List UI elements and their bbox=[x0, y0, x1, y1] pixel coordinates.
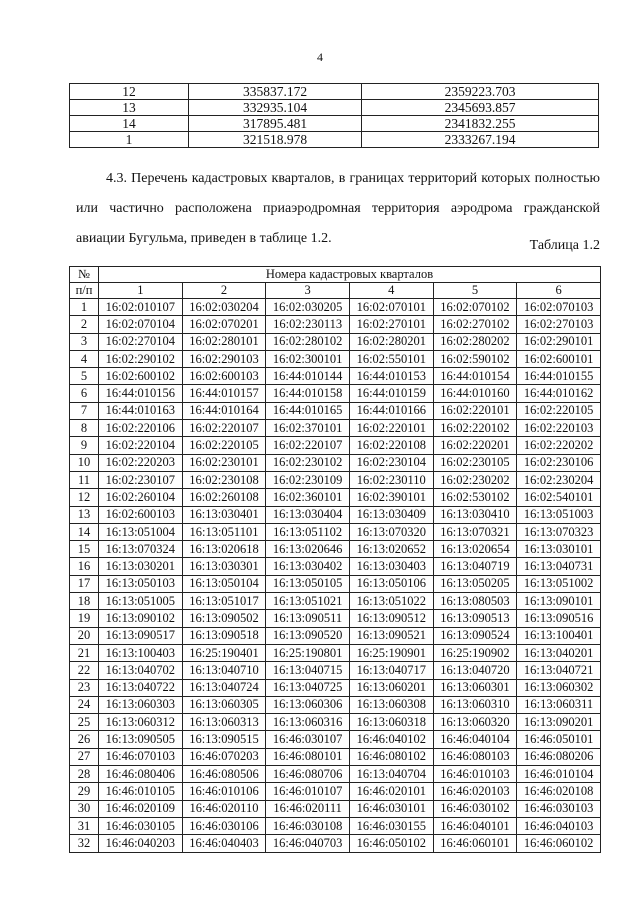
cadastral-number: 16:02:370101 bbox=[266, 420, 350, 437]
row-number: 7 bbox=[70, 402, 99, 419]
cadastral-number: 16:44:010155 bbox=[517, 368, 601, 385]
cadastral-number: 16:46:030155 bbox=[349, 817, 433, 834]
cadastral-number: 16:46:020108 bbox=[517, 783, 601, 800]
cadastral-number: 16:46:010106 bbox=[182, 783, 266, 800]
cadastral-number: 16:13:090102 bbox=[99, 610, 183, 627]
row-number: 28 bbox=[70, 766, 99, 783]
table-cell: 332935.104 bbox=[189, 100, 362, 116]
table-row bbox=[70, 437, 601, 454]
cadastral-number: 16:13:060306 bbox=[266, 696, 350, 713]
table-cell: 2359223.703 bbox=[362, 84, 599, 100]
cadastral-number: 16:46:040101 bbox=[433, 817, 517, 834]
row-number: 8 bbox=[70, 420, 99, 437]
cadastral-number: 16:46:030101 bbox=[349, 800, 433, 817]
cadastral-number: 16:02:010107 bbox=[99, 299, 183, 316]
row-number: 24 bbox=[70, 696, 99, 713]
cadastral-number: 16:25:190901 bbox=[349, 644, 433, 661]
table-row bbox=[70, 132, 599, 148]
cadastral-number: 16:13:040704 bbox=[349, 766, 433, 783]
cadastral-number: 16:46:060102 bbox=[517, 835, 601, 852]
table-row bbox=[70, 748, 601, 765]
table-row bbox=[70, 835, 601, 852]
table-header-row bbox=[70, 267, 601, 283]
cadastral-number: 16:46:040103 bbox=[517, 817, 601, 834]
table-row bbox=[70, 506, 601, 523]
cadastral-number: 16:13:040724 bbox=[182, 679, 266, 696]
cadastral-number: 16:13:090518 bbox=[182, 627, 266, 644]
cadastral-number: 16:02:230110 bbox=[349, 471, 433, 488]
table-row bbox=[70, 541, 601, 558]
cadastral-number: 16:13:060312 bbox=[99, 714, 183, 731]
cadastral-number: 16:13:051021 bbox=[266, 593, 350, 610]
cadastral-number: 16:13:050104 bbox=[182, 575, 266, 592]
cadastral-number: 16:02:220106 bbox=[99, 420, 183, 437]
cadastral-number: 16:13:040725 bbox=[266, 679, 350, 696]
cadastral-number: 16:13:070324 bbox=[99, 541, 183, 558]
cadastral-number: 16:13:070323 bbox=[517, 523, 601, 540]
cadastral-number: 16:44:010165 bbox=[266, 402, 350, 419]
table-row bbox=[70, 696, 601, 713]
table-cell: 2345693.857 bbox=[362, 100, 599, 116]
cadastral-number: 16:02:230102 bbox=[266, 454, 350, 471]
row-number: 32 bbox=[70, 835, 99, 852]
cadastral-number: 16:46:020101 bbox=[349, 783, 433, 800]
cadastral-number: 16:13:051017 bbox=[182, 593, 266, 610]
cadastral-number: 16:02:600103 bbox=[99, 506, 183, 523]
cadastral-number: 16:02:230108 bbox=[182, 471, 266, 488]
table-row bbox=[70, 662, 601, 679]
group-header: Номера кадастровых кварталов bbox=[99, 267, 601, 283]
cadastral-number: 16:13:051002 bbox=[517, 575, 601, 592]
cadastral-number: 16:44:010154 bbox=[433, 368, 517, 385]
cadastral-number: 16:13:090516 bbox=[517, 610, 601, 627]
table-row bbox=[70, 402, 601, 419]
table-row bbox=[70, 471, 601, 488]
cadastral-number: 16:13:060320 bbox=[433, 714, 517, 731]
cadastral-number: 16:46:040203 bbox=[99, 835, 183, 852]
cadastral-number: 16:13:030201 bbox=[99, 558, 183, 575]
cadastral-number: 16:02:270101 bbox=[349, 316, 433, 333]
table-row bbox=[70, 679, 601, 696]
row-number: 12 bbox=[70, 489, 99, 506]
row-number: 13 bbox=[70, 506, 99, 523]
cadastral-number: 16:02:220201 bbox=[433, 437, 517, 454]
cadastral-number: 16:02:220102 bbox=[433, 420, 517, 437]
cadastral-number: 16:02:540101 bbox=[517, 489, 601, 506]
cadastral-number: 16:13:090521 bbox=[349, 627, 433, 644]
cadastral-number: 16:13:090520 bbox=[266, 627, 350, 644]
cadastral-number: 16:02:230107 bbox=[99, 471, 183, 488]
cadastral-number: 16:02:230109 bbox=[266, 471, 350, 488]
cadastral-number: 16:44:010144 bbox=[266, 368, 350, 385]
cadastral-number: 16:13:030402 bbox=[266, 558, 350, 575]
cadastral-table bbox=[69, 266, 601, 853]
cadastral-number: 16:13:030404 bbox=[266, 506, 350, 523]
cadastral-number: 16:13:090511 bbox=[266, 610, 350, 627]
row-number: 6 bbox=[70, 385, 99, 402]
cadastral-number: 16:46:010105 bbox=[99, 783, 183, 800]
cadastral-number: 16:13:060301 bbox=[433, 679, 517, 696]
cadastral-number: 16:02:230106 bbox=[517, 454, 601, 471]
num-header-bottom: п/п bbox=[70, 283, 99, 299]
cadastral-number: 16:13:030301 bbox=[182, 558, 266, 575]
cadastral-number: 16:13:050105 bbox=[266, 575, 350, 592]
cadastral-number: 16:02:220101 bbox=[433, 402, 517, 419]
cadastral-number: 16:02:030204 bbox=[182, 299, 266, 316]
row-number: 15 bbox=[70, 541, 99, 558]
cadastral-number: 16:46:020111 bbox=[266, 800, 350, 817]
column-number: 5 bbox=[433, 283, 517, 299]
cadastral-number: 16:13:040717 bbox=[349, 662, 433, 679]
cadastral-number: 16:02:070103 bbox=[517, 299, 601, 316]
table-cell: 317895.481 bbox=[189, 116, 362, 132]
table-cell: 12 bbox=[70, 84, 189, 100]
table-row bbox=[70, 731, 601, 748]
cadastral-number: 16:46:010107 bbox=[266, 783, 350, 800]
column-number: 2 bbox=[182, 283, 266, 299]
cadastral-number: 16:02:230202 bbox=[433, 471, 517, 488]
row-number: 5 bbox=[70, 368, 99, 385]
cadastral-number: 16:13:051102 bbox=[266, 523, 350, 540]
cadastral-number: 16:46:080101 bbox=[266, 748, 350, 765]
table-row bbox=[70, 333, 601, 350]
table-row bbox=[70, 116, 599, 132]
cadastral-number: 16:44:010162 bbox=[517, 385, 601, 402]
table-row bbox=[70, 316, 601, 333]
cadastral-number: 16:25:190801 bbox=[266, 644, 350, 661]
cadastral-number: 16:13:090513 bbox=[433, 610, 517, 627]
cadastral-number: 16:13:050106 bbox=[349, 575, 433, 592]
cadastral-number: 16:02:220108 bbox=[349, 437, 433, 454]
row-number: 17 bbox=[70, 575, 99, 592]
cadastral-number: 16:46:080706 bbox=[266, 766, 350, 783]
cadastral-number: 16:13:090515 bbox=[182, 731, 266, 748]
cadastral-number: 16:46:010104 bbox=[517, 766, 601, 783]
cadastral-number: 16:46:060101 bbox=[433, 835, 517, 852]
cadastral-number: 16:46:030103 bbox=[517, 800, 601, 817]
paragraph-text: 4.3. Перечень кадастровых кварталов, в границах территорий которых полностью или частично расположена приаэродромная территория аэродрома гражданской авиации Бугульма, приведен в таблице 1.2. bbox=[76, 171, 600, 246]
cadastral-number: 16:44:010158 bbox=[266, 385, 350, 402]
num-header-top: № bbox=[70, 267, 99, 283]
cadastral-number: 16:25:190902 bbox=[433, 644, 517, 661]
column-number: 3 bbox=[266, 283, 350, 299]
cadastral-number: 16:02:270102 bbox=[433, 316, 517, 333]
cadastral-number: 16:02:390101 bbox=[349, 489, 433, 506]
cadastral-number: 16:02:230101 bbox=[182, 454, 266, 471]
column-number: 1 bbox=[99, 283, 183, 299]
row-number: 27 bbox=[70, 748, 99, 765]
cadastral-number: 16:44:010166 bbox=[349, 402, 433, 419]
cadastral-number: 16:13:090101 bbox=[517, 593, 601, 610]
cadastral-number: 16:02:300101 bbox=[266, 350, 350, 367]
cadastral-number: 16:13:020618 bbox=[182, 541, 266, 558]
cadastral-number: 16:02:530102 bbox=[433, 489, 517, 506]
cadastral-number: 16:13:060201 bbox=[349, 679, 433, 696]
table-row bbox=[70, 800, 601, 817]
cadastral-number: 16:02:360101 bbox=[266, 489, 350, 506]
table-row bbox=[70, 766, 601, 783]
cadastral-number: 16:13:051005 bbox=[99, 593, 183, 610]
cadastral-number: 16:02:260108 bbox=[182, 489, 266, 506]
row-number: 4 bbox=[70, 350, 99, 367]
cadastral-number: 16:02:070101 bbox=[349, 299, 433, 316]
cadastral-number: 16:02:220105 bbox=[517, 402, 601, 419]
cadastral-number: 16:02:230204 bbox=[517, 471, 601, 488]
cadastral-number: 16:13:050205 bbox=[433, 575, 517, 592]
cadastral-number: 16:02:270103 bbox=[517, 316, 601, 333]
cadastral-number: 16:02:280201 bbox=[349, 333, 433, 350]
row-number: 19 bbox=[70, 610, 99, 627]
cadastral-number: 16:46:020103 bbox=[433, 783, 517, 800]
row-number: 29 bbox=[70, 783, 99, 800]
cadastral-number: 16:13:051004 bbox=[99, 523, 183, 540]
table-row bbox=[70, 454, 601, 471]
coordinates-table bbox=[69, 83, 599, 148]
cadastral-number: 16:46:050101 bbox=[517, 731, 601, 748]
cadastral-number: 16:02:600101 bbox=[517, 350, 601, 367]
cadastral-number: 16:13:060310 bbox=[433, 696, 517, 713]
cadastral-number: 16:02:600103 bbox=[182, 368, 266, 385]
table-caption: Таблица 1.2 bbox=[529, 238, 600, 253]
table-row bbox=[70, 84, 599, 100]
row-number: 22 bbox=[70, 662, 99, 679]
row-number: 23 bbox=[70, 679, 99, 696]
row-number: 16 bbox=[70, 558, 99, 575]
cadastral-number: 16:13:051101 bbox=[182, 523, 266, 540]
cadastral-number: 16:02:220103 bbox=[517, 420, 601, 437]
cadastral-number: 16:13:090517 bbox=[99, 627, 183, 644]
cadastral-number: 16:46:020109 bbox=[99, 800, 183, 817]
cadastral-number: 16:02:290103 bbox=[182, 350, 266, 367]
cadastral-number: 16:13:040715 bbox=[266, 662, 350, 679]
cadastral-number: 16:13:020652 bbox=[349, 541, 433, 558]
cadastral-number: 16:13:030401 bbox=[182, 506, 266, 523]
cadastral-number: 16:02:220101 bbox=[349, 420, 433, 437]
cadastral-number: 16:02:280101 bbox=[182, 333, 266, 350]
cadastral-number: 16:13:090512 bbox=[349, 610, 433, 627]
cadastral-number: 16:13:040721 bbox=[517, 662, 601, 679]
cadastral-number: 16:13:060316 bbox=[266, 714, 350, 731]
table-row bbox=[70, 420, 601, 437]
cadastral-number: 16:46:070203 bbox=[182, 748, 266, 765]
cadastral-number: 16:13:080503 bbox=[433, 593, 517, 610]
table-row bbox=[70, 610, 601, 627]
cadastral-number: 16:02:550101 bbox=[349, 350, 433, 367]
table-row bbox=[70, 575, 601, 592]
cadastral-number: 16:44:010157 bbox=[182, 385, 266, 402]
table-row bbox=[70, 100, 599, 116]
cadastral-number: 16:13:051022 bbox=[349, 593, 433, 610]
cadastral-number: 16:13:090201 bbox=[517, 714, 601, 731]
cadastral-number: 16:02:290102 bbox=[99, 350, 183, 367]
row-number: 14 bbox=[70, 523, 99, 540]
cadastral-number: 16:46:020110 bbox=[182, 800, 266, 817]
cadastral-number: 16:13:060308 bbox=[349, 696, 433, 713]
table-row bbox=[70, 817, 601, 834]
cadastral-number: 16:02:220105 bbox=[182, 437, 266, 454]
cadastral-number: 16:02:070201 bbox=[182, 316, 266, 333]
cadastral-number: 16:13:060318 bbox=[349, 714, 433, 731]
table-row bbox=[70, 350, 601, 367]
cadastral-number: 16:13:051003 bbox=[517, 506, 601, 523]
table-cell: 2333267.194 bbox=[362, 132, 599, 148]
table-row bbox=[70, 627, 601, 644]
cadastral-number: 16:46:030107 bbox=[266, 731, 350, 748]
cadastral-number: 16:44:010163 bbox=[99, 402, 183, 419]
table-row bbox=[70, 489, 601, 506]
section-paragraph bbox=[76, 164, 600, 254]
cadastral-number: 16:13:060313 bbox=[182, 714, 266, 731]
cadastral-number: 16:02:220107 bbox=[182, 420, 266, 437]
cadastral-number: 16:02:220202 bbox=[517, 437, 601, 454]
table-row bbox=[70, 299, 601, 316]
cadastral-number: 16:13:070321 bbox=[433, 523, 517, 540]
table-cell: 335837.172 bbox=[189, 84, 362, 100]
table-row bbox=[70, 558, 601, 575]
cadastral-number: 16:46:040104 bbox=[433, 731, 517, 748]
row-number: 31 bbox=[70, 817, 99, 834]
table-cell: 1 bbox=[70, 132, 189, 148]
cadastral-number: 16:02:070104 bbox=[99, 316, 183, 333]
cadastral-number: 16:13:040702 bbox=[99, 662, 183, 679]
table-row bbox=[70, 783, 601, 800]
cadastral-number: 16:46:030106 bbox=[182, 817, 266, 834]
row-number: 11 bbox=[70, 471, 99, 488]
cadastral-number: 16:46:080506 bbox=[182, 766, 266, 783]
row-number: 30 bbox=[70, 800, 99, 817]
cadastral-number: 16:13:030403 bbox=[349, 558, 433, 575]
cadastral-number: 16:02:220203 bbox=[99, 454, 183, 471]
table-cell: 2341832.255 bbox=[362, 116, 599, 132]
cadastral-number: 16:44:010164 bbox=[182, 402, 266, 419]
cadastral-number: 16:13:050103 bbox=[99, 575, 183, 592]
table-row bbox=[70, 593, 601, 610]
cadastral-number: 16:13:100403 bbox=[99, 644, 183, 661]
table-row bbox=[70, 644, 601, 661]
cadastral-number: 16:46:040102 bbox=[349, 731, 433, 748]
cadastral-number: 16:02:260104 bbox=[99, 489, 183, 506]
cadastral-number: 16:46:080102 bbox=[349, 748, 433, 765]
cadastral-number: 16:13:040731 bbox=[517, 558, 601, 575]
row-number: 26 bbox=[70, 731, 99, 748]
cadastral-number: 16:13:030409 bbox=[349, 506, 433, 523]
cadastral-number: 16:46:030105 bbox=[99, 817, 183, 834]
cadastral-number: 16:13:040201 bbox=[517, 644, 601, 661]
cadastral-number: 16:02:230105 bbox=[433, 454, 517, 471]
cadastral-number: 16:13:060302 bbox=[517, 679, 601, 696]
cadastral-number: 16:46:030102 bbox=[433, 800, 517, 817]
cadastral-number: 16:13:090524 bbox=[433, 627, 517, 644]
cadastral-number: 16:13:090502 bbox=[182, 610, 266, 627]
cadastral-number: 16:46:080406 bbox=[99, 766, 183, 783]
cadastral-number: 16:13:030101 bbox=[517, 541, 601, 558]
cadastral-number: 16:02:600102 bbox=[99, 368, 183, 385]
row-number: 2 bbox=[70, 316, 99, 333]
cadastral-number: 16:13:070320 bbox=[349, 523, 433, 540]
cadastral-number: 16:44:010153 bbox=[349, 368, 433, 385]
column-number: 6 bbox=[517, 283, 601, 299]
cadastral-number: 16:02:230113 bbox=[266, 316, 350, 333]
cadastral-number: 16:44:010156 bbox=[99, 385, 183, 402]
cadastral-number: 16:02:220107 bbox=[266, 437, 350, 454]
cadastral-number: 16:02:280202 bbox=[433, 333, 517, 350]
cadastral-number: 16:44:010160 bbox=[433, 385, 517, 402]
table-cell: 13 bbox=[70, 100, 189, 116]
cadastral-number: 16:02:030205 bbox=[266, 299, 350, 316]
cadastral-number: 16:13:030410 bbox=[433, 506, 517, 523]
cadastral-number: 16:25:190401 bbox=[182, 644, 266, 661]
cadastral-number: 16:13:020654 bbox=[433, 541, 517, 558]
cadastral-number: 16:44:010159 bbox=[349, 385, 433, 402]
cadastral-number: 16:46:080206 bbox=[517, 748, 601, 765]
cadastral-number: 16:02:220104 bbox=[99, 437, 183, 454]
row-number: 3 bbox=[70, 333, 99, 350]
column-number: 4 bbox=[349, 283, 433, 299]
cadastral-number: 16:02:290101 bbox=[517, 333, 601, 350]
cadastral-number: 16:13:060305 bbox=[182, 696, 266, 713]
table-row bbox=[70, 714, 601, 731]
row-number: 20 bbox=[70, 627, 99, 644]
row-number: 9 bbox=[70, 437, 99, 454]
cadastral-number: 16:02:070102 bbox=[433, 299, 517, 316]
cadastral-number: 16:13:090505 bbox=[99, 731, 183, 748]
cadastral-number: 16:13:100401 bbox=[517, 627, 601, 644]
table-row bbox=[70, 368, 601, 385]
cadastral-number: 16:46:080103 bbox=[433, 748, 517, 765]
cadastral-number: 16:13:060311 bbox=[517, 696, 601, 713]
cadastral-number: 16:46:030108 bbox=[266, 817, 350, 834]
cadastral-number: 16:46:040703 bbox=[266, 835, 350, 852]
row-number: 25 bbox=[70, 714, 99, 731]
table-cell: 321518.978 bbox=[189, 132, 362, 148]
cadastral-number: 16:13:040710 bbox=[182, 662, 266, 679]
cadastral-number: 16:46:050102 bbox=[349, 835, 433, 852]
row-number: 1 bbox=[70, 299, 99, 316]
row-number: 10 bbox=[70, 454, 99, 471]
cadastral-number: 16:02:230104 bbox=[349, 454, 433, 471]
row-number: 18 bbox=[70, 593, 99, 610]
cadastral-number: 16:02:590102 bbox=[433, 350, 517, 367]
cadastral-number: 16:13:040720 bbox=[433, 662, 517, 679]
cadastral-number: 16:13:060303 bbox=[99, 696, 183, 713]
table-row bbox=[70, 523, 601, 540]
cadastral-number: 16:46:010103 bbox=[433, 766, 517, 783]
cadastral-number: 16:46:070103 bbox=[99, 748, 183, 765]
row-number: 21 bbox=[70, 644, 99, 661]
table-row bbox=[70, 385, 601, 402]
cadastral-number: 16:46:040403 bbox=[182, 835, 266, 852]
table-cell: 14 bbox=[70, 116, 189, 132]
page-number: 4 bbox=[317, 50, 323, 64]
cadastral-number: 16:13:040719 bbox=[433, 558, 517, 575]
cadastral-number: 16:02:280102 bbox=[266, 333, 350, 350]
cadastral-number: 16:13:020646 bbox=[266, 541, 350, 558]
cadastral-number: 16:13:040722 bbox=[99, 679, 183, 696]
column-number-row bbox=[70, 283, 601, 299]
cadastral-number: 16:02:270104 bbox=[99, 333, 183, 350]
